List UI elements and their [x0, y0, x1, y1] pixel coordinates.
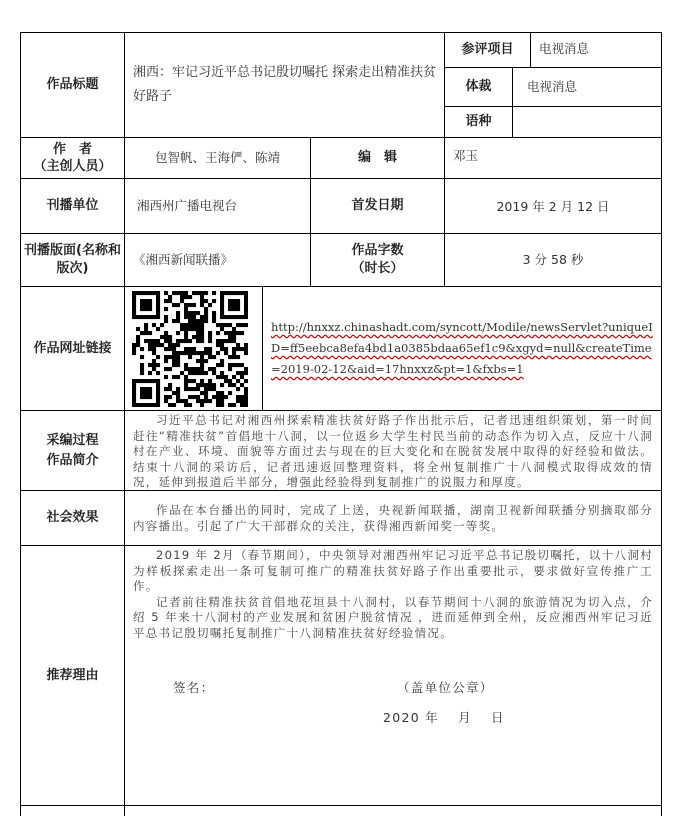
language-value — [512, 106, 662, 138]
process-text — [124, 410, 662, 491]
length-value: 3 分 58 秒 — [444, 233, 662, 287]
publisher-label: 刊播单位 — [20, 178, 125, 234]
seal-label: （盖单位公章） — [397, 680, 494, 695]
length-label: 作品字数 （时长） — [310, 233, 445, 287]
process-paragraph: 习近平总书记对湘西州探索精准扶贫好路子作出批示后，记者迅速组织策划，第一时间赶往“精准扶贫”首倡地十八洞，以一位返乡大学生村民当前的动态作为切入点，反应十八洞村在产业、环境、面貌等方面过去与现在的巨大变化和在脱贫发展中取得的好经验和做法。结束十八洞的采访后，记者迅速返回整理资料，将全州复制推广十八洞模式取得成效的情况，延伸到报道后半部分，增强此经验得到复制推广的说服力和厚度。 — [133, 413, 653, 489]
edition-value: 《湘西新闻联播》 — [124, 233, 311, 287]
effect-label: 社会效果 — [20, 490, 125, 546]
url-link[interactable]: http://hnxxz.chinashadt.com/syncott/Modile/newsServlet?uniqueID=ff5eebca8efa4bd1a0385bdaa65ef1c9&xgyd=null&createTime=2019-02-12&aid=17hnxxz&pt=1&fxbs=1 — [271, 320, 653, 376]
date-value: 2019 年 2 月 12 日 — [444, 178, 662, 234]
edition-label: 刊播版面(名称和版次) — [20, 233, 125, 287]
process-label: 采编过程 作品简介 — [20, 410, 125, 491]
editor-label: 编 辑 — [310, 137, 445, 179]
qr-code-image[interactable] — [132, 291, 248, 407]
title-label: 作品标题 — [20, 32, 125, 138]
language-label: 语种 — [444, 106, 513, 138]
author-value: 包智帆、王海俨、陈靖 — [124, 137, 311, 179]
extra-row-label — [20, 805, 125, 816]
reason-paragraph-1: 2019 年 2月（春节期间），中央领导对湘西州牢记习近平总书记殷切嘱托，以十八洞村为样板探索走出一条可复制可推广的精准扶贫好路子作出重要批示，要求做好宣传推广工作。 — [133, 548, 653, 593]
genre-label: 体裁 — [444, 67, 513, 107]
entry-item-label: 参评项目 — [444, 32, 531, 68]
editor-value: 邓玉 — [444, 137, 662, 179]
url-value[interactable] — [262, 286, 662, 411]
reason-label: 推荐理由 — [20, 545, 125, 806]
date-label: 首发日期 — [310, 178, 445, 234]
sign-date: 2020 年 月 日 — [383, 710, 505, 725]
reason-text — [124, 545, 662, 806]
publisher-value: 湘西州广播电视台 — [124, 178, 311, 234]
url-label: 作品网址链接 — [20, 286, 125, 411]
reason-paragraph-2: 记者前往精准扶贫首倡地花垣县十八洞村，以春节期间十八洞的旅游情况为切入点，介绍 5 年来十八洞村的产业发展和贫困户脱贫情况 ，进而延伸到全州，反应湘西州牢记习近平总书记殷切嘱托复制推广十八洞精准扶贫好经验情况。 — [133, 594, 653, 640]
sign-label: 签名： — [173, 680, 215, 695]
author-label: 作 者 （主创人员） — [20, 137, 125, 179]
effect-text — [124, 490, 662, 546]
effect-paragraph: 作品在本台播出的同时，完成了上送，央视新闻联播，湖南卫视新闻联播分别摘取部分内容播出。引起了广大干部群众的关注，获得湘西新闻奖一等奖。 — [133, 503, 653, 533]
genre-value: 电视消息 — [512, 67, 662, 107]
title-value: 湘西：牢记习近平总书记殷切嘱托 探索走出精准扶贫好路子 — [124, 32, 445, 138]
extra-row-value — [124, 805, 662, 816]
entry-item-value: 电视消息 — [530, 32, 662, 68]
